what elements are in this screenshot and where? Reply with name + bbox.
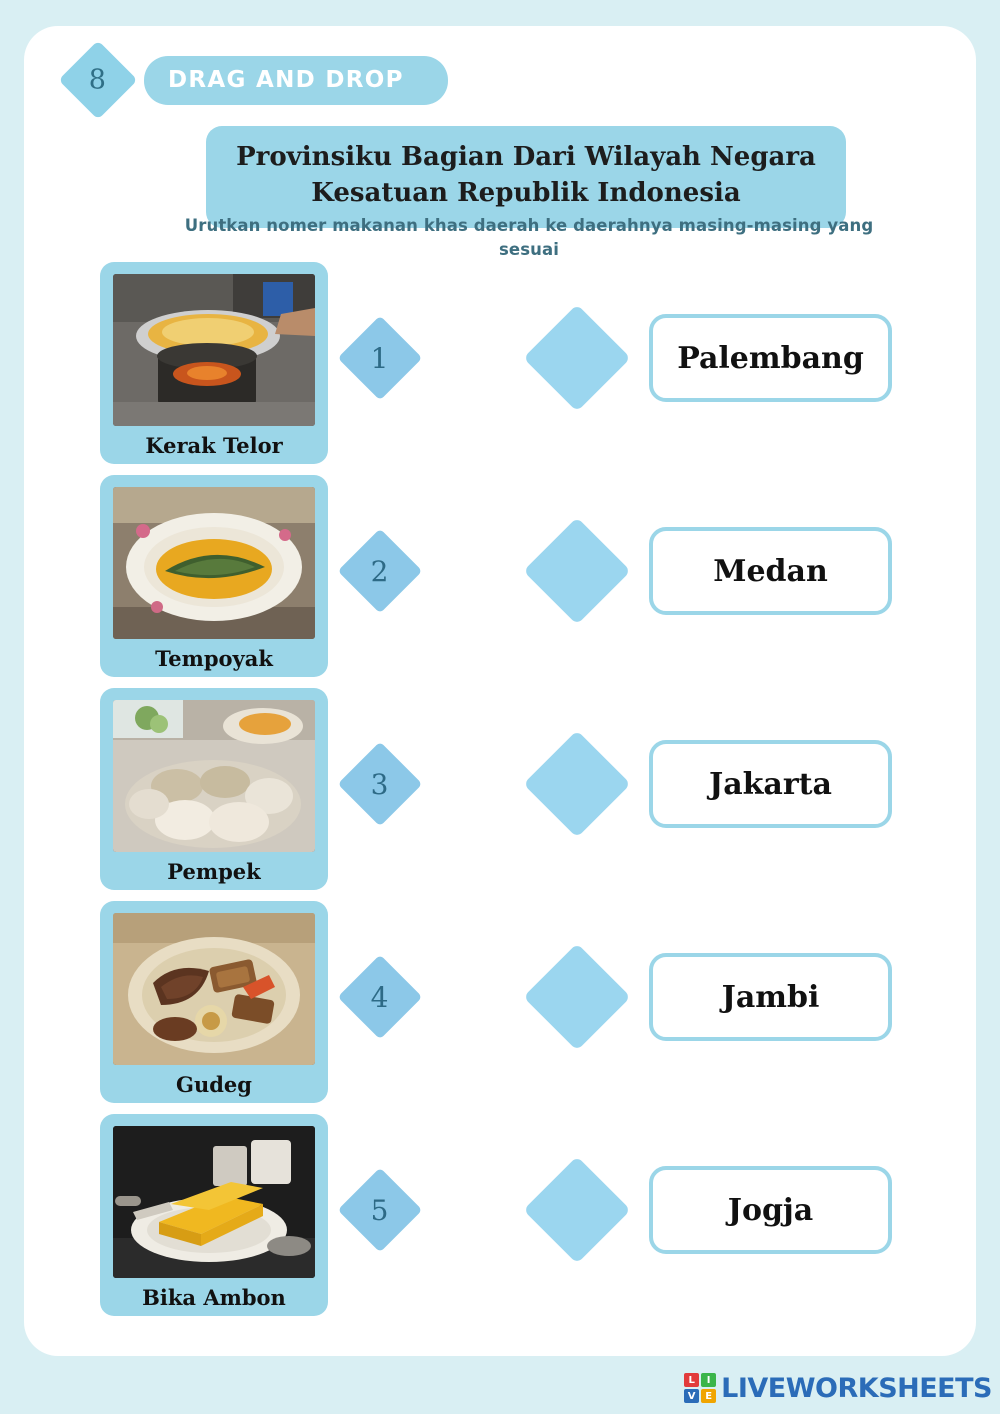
title-line-1: Provinsiku Bagian Dari Wilayah Negara <box>236 142 816 172</box>
item-number: 5 <box>371 1193 389 1227</box>
logo-block-i: I <box>701 1373 716 1387</box>
item-number: 1 <box>371 341 389 375</box>
kerak-telor-photo <box>113 274 315 426</box>
matching-row <box>24 688 976 901</box>
liveworksheets-brand: LIVEWORKSHEETS <box>721 1372 992 1404</box>
food-name: Pempek <box>167 859 261 884</box>
pempek-photo <box>113 700 315 852</box>
food-card <box>100 901 328 1103</box>
logo-block-l: L <box>684 1373 699 1387</box>
liveworksheets-logo-icon <box>684 1373 716 1403</box>
item-number-diamond[interactable] <box>338 955 423 1040</box>
answer-box[interactable] <box>649 1166 892 1254</box>
worksheet-header <box>70 52 448 108</box>
item-number: 4 <box>371 980 389 1014</box>
bika-ambon-photo <box>113 1126 315 1278</box>
drop-target[interactable] <box>523 517 630 624</box>
exercise-number-badge <box>58 40 137 119</box>
matching-rows <box>24 262 976 1327</box>
item-number-diamond[interactable] <box>338 316 423 401</box>
worksheet-sheet <box>24 26 976 1356</box>
item-number: 2 <box>371 554 389 588</box>
answer-box[interactable] <box>649 314 892 402</box>
item-number-diamond[interactable] <box>338 742 423 827</box>
item-number-diamond[interactable] <box>338 1168 423 1253</box>
food-name: Tempoyak <box>155 646 273 671</box>
matching-row <box>24 475 976 688</box>
answer-label: Medan <box>713 553 828 589</box>
logo-block-v: V <box>684 1389 699 1403</box>
answer-label: Palembang <box>677 340 864 376</box>
matching-row <box>24 1114 976 1327</box>
food-name: Kerak Telor <box>145 433 283 458</box>
liveworksheets-footer <box>684 1368 992 1408</box>
food-card <box>100 1114 328 1316</box>
answer-box[interactable] <box>649 740 892 828</box>
food-card <box>100 262 328 464</box>
exercise-number: 8 <box>89 64 107 96</box>
food-name: Gudeg <box>176 1072 252 1097</box>
matching-row <box>24 901 976 1114</box>
food-card <box>100 475 328 677</box>
drop-target[interactable] <box>523 730 630 837</box>
answer-label: Jambi <box>721 979 820 1015</box>
food-card <box>100 688 328 890</box>
answer-box[interactable] <box>649 953 892 1041</box>
food-name: Bika Ambon <box>142 1285 286 1310</box>
tempoyak-photo <box>113 487 315 639</box>
answer-label: Jakarta <box>709 766 832 802</box>
matching-row <box>24 262 976 475</box>
drop-target[interactable] <box>523 1156 630 1263</box>
item-number: 3 <box>371 767 389 801</box>
activity-type-label: DRAG AND DROP <box>144 56 448 105</box>
drop-target[interactable] <box>523 943 630 1050</box>
answer-box[interactable] <box>649 527 892 615</box>
worksheet-title <box>206 126 846 228</box>
drop-target[interactable] <box>523 304 630 411</box>
answer-label: Jogja <box>727 1192 814 1228</box>
item-number-diamond[interactable] <box>338 529 423 614</box>
worksheet-instructions: Urutkan nomer makanan khas daerah ke daerahnya masing-masing yang sesuai <box>184 216 874 259</box>
gudeg-photo <box>113 913 315 1065</box>
title-line-2: Kesatuan Republik Indonesia <box>311 177 741 208</box>
logo-block-e: E <box>701 1389 716 1403</box>
